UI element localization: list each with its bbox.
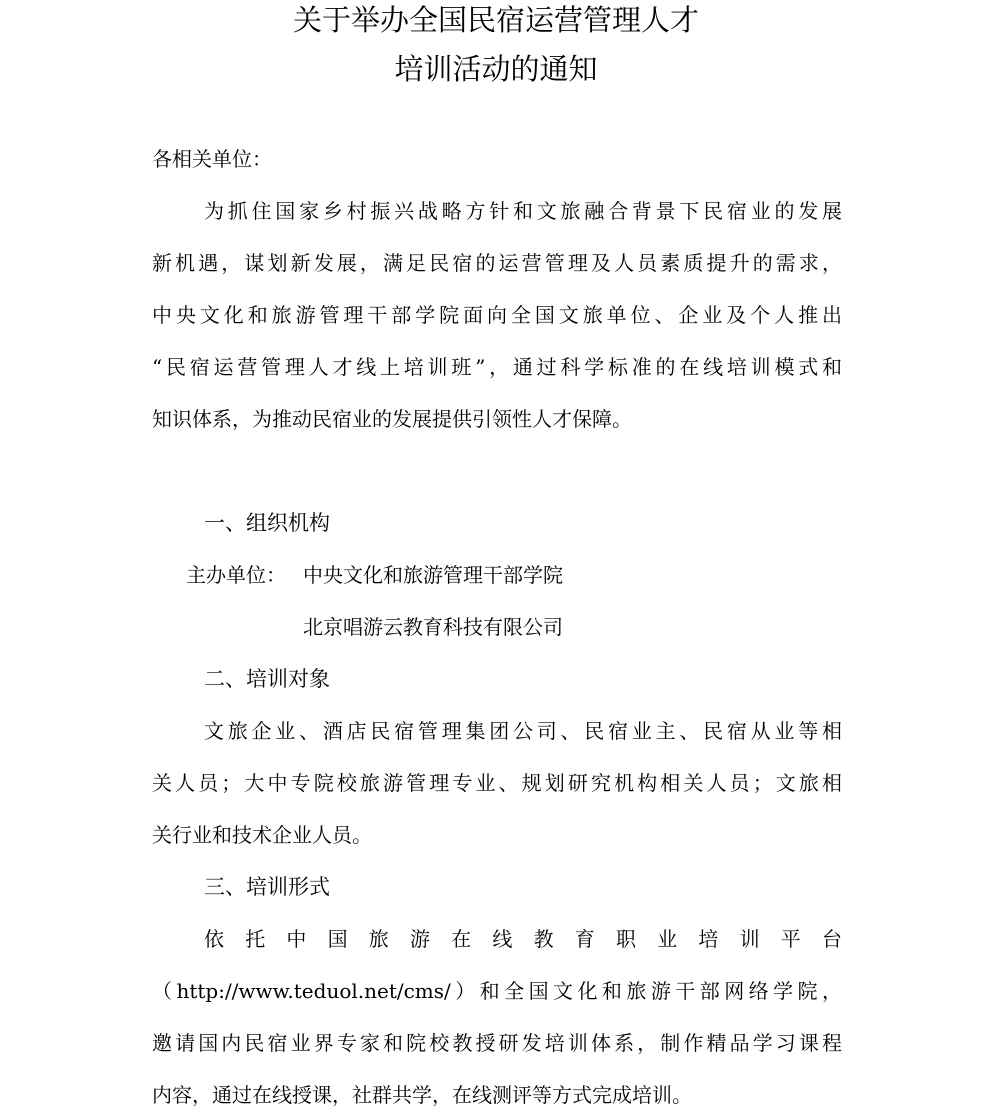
document-title-line-1: 关于举办全国民宿运营管理人才 (292, 3, 699, 37)
intro-paragraph-line: 为抓住国家乡村振兴战略方针和文旅融合背景下民宿业的发展 (204, 199, 842, 223)
host-label: 主办单位： (186, 563, 286, 587)
intro-paragraph-line: 中央文化和旅游管理干部学院面向全国文旅单位、企业及个人推出 (152, 303, 842, 327)
audience-paragraph-line: 关行业和技术企业人员。 (152, 823, 372, 847)
document-title-line-2: 培训活动的通知 (394, 52, 598, 86)
section-heading-organization: 一、组织机构 (204, 511, 330, 535)
audience-paragraph-line: 关人员；大中专院校旅游管理专业、规划研究机构相关人员；文旅相 (152, 771, 842, 795)
host-organization-1: 中央文化和旅游管理干部学院 (303, 563, 563, 587)
salutation: 各相关单位： (152, 147, 272, 171)
intro-paragraph-line: 知识体系，为推动民宿业的发展提供引领性人才保障。 (152, 407, 632, 431)
section-heading-audience: 二、培训对象 (204, 667, 330, 691)
section-heading-format: 三、培训形式 (204, 875, 330, 899)
format-paragraph-line-with-url: （http://www.teduol.net/cms/）和全国文化和旅游干部网络学院， (152, 979, 842, 1003)
intro-paragraph-line: 新机遇，谋划新发展，满足民宿的运营管理及人员素质提升的需求， (152, 251, 842, 275)
intro-paragraph-line: “民宿运营管理人才线上培训班”，通过科学标准的在线培训模式和 (152, 355, 842, 379)
format-paragraph-line: 依托中国旅游在线教育职业培训平台 (204, 927, 842, 951)
audience-paragraph-line: 文旅企业、酒店民宿管理集团公司、民宿业主、民宿从业等相 (204, 719, 842, 743)
format-paragraph-line: 内容，通过在线授课，社群共学，在线测评等方式完成培训。 (152, 1083, 692, 1107)
format-paragraph-line: 邀请国内民宿业界专家和院校教授研发培训体系，制作精品学习课程 (152, 1031, 842, 1055)
host-organization-2: 北京唱游云教育科技有限公司 (303, 615, 563, 639)
